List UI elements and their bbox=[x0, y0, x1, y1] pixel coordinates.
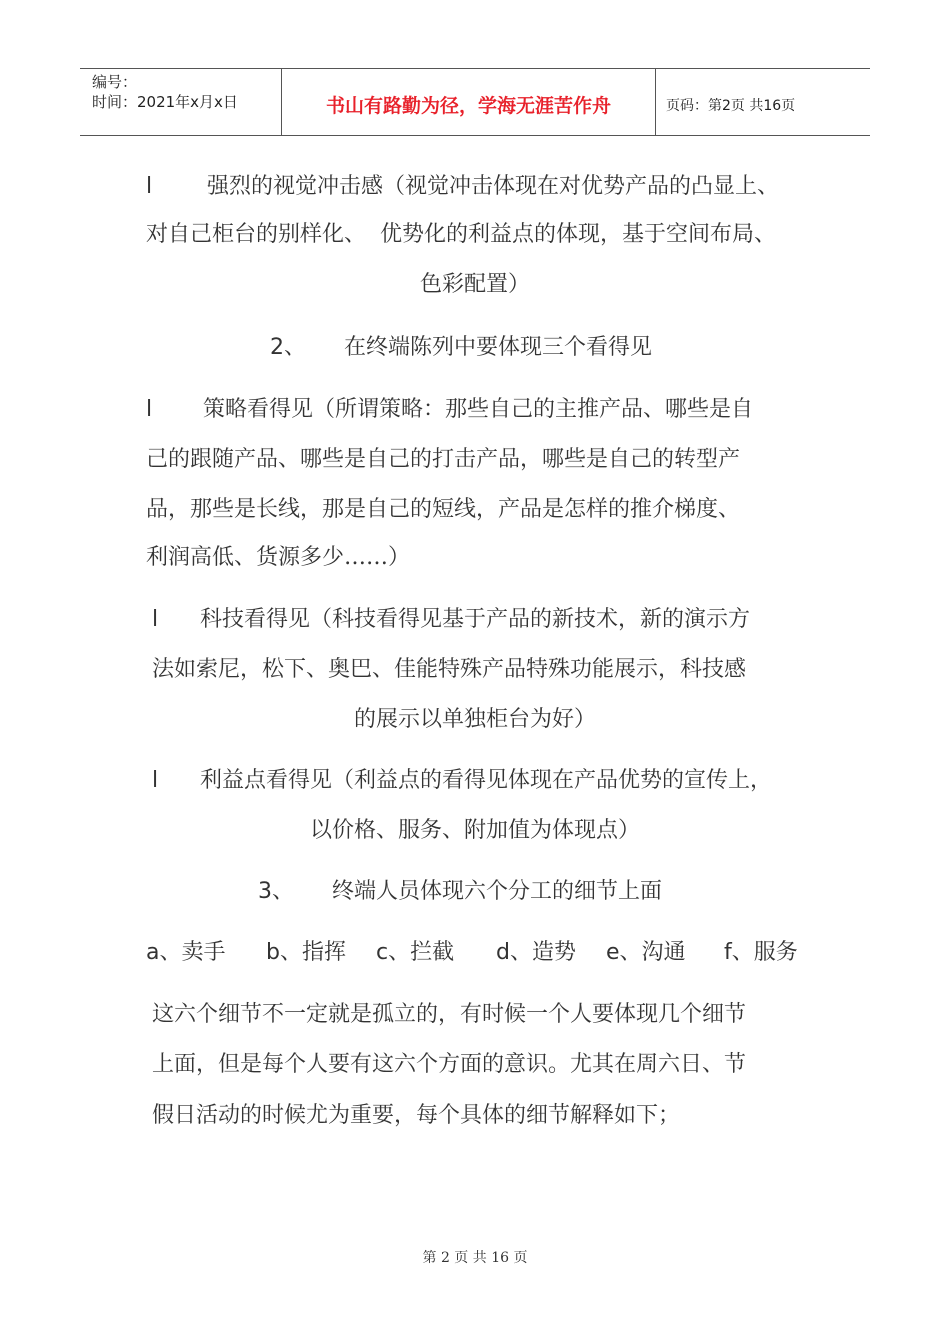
page-footer: 第 2 页 共 16 页 bbox=[422, 1250, 528, 1266]
p2-line-2: 己的跟随产品、哪些是自己的打击产品，哪些是自己的转型产 bbox=[146, 447, 741, 472]
section-3-title: 终端人员体现六个分工的细节上面 bbox=[332, 879, 663, 904]
option-a bbox=[146, 938, 266, 968]
option-c bbox=[376, 938, 496, 968]
bullet-2: l bbox=[146, 397, 153, 422]
header-motto-cell bbox=[282, 69, 656, 135]
time-label: 时间：2021年x月x日 bbox=[92, 93, 238, 111]
section-3-number: 3、 bbox=[258, 879, 294, 904]
p4-line-2: 以价格、服务、附加值为体现点） bbox=[309, 818, 640, 843]
option-e-letter: e bbox=[606, 940, 620, 965]
option-a-letter: a bbox=[146, 940, 160, 965]
motto: 书山有路勤为径，学海无涯苦作舟 bbox=[325, 95, 611, 117]
option-c-text: 、拦截 bbox=[388, 940, 455, 965]
p4-line-1: 利益点看得见（利益点的看得见体现在产品优势的宣传上， bbox=[200, 768, 773, 793]
bullet-1: l bbox=[146, 174, 153, 199]
option-e-text: 、沟通 bbox=[619, 940, 686, 965]
bullet-3: l bbox=[152, 607, 159, 632]
option-c-letter: c bbox=[376, 940, 389, 965]
number-label: 编号： bbox=[92, 73, 138, 91]
p1-line-2: 对自己柜台的别样化、 优势化的利益点的体现，基于空间布局、 bbox=[146, 222, 776, 247]
option-e bbox=[606, 938, 724, 968]
option-d-text: 、造势 bbox=[509, 940, 576, 965]
page-info: 页码：第2页 共16页 bbox=[666, 98, 796, 114]
header-page-cell bbox=[656, 69, 870, 135]
section-2-number: 2、 bbox=[270, 335, 306, 360]
option-f-text: 、服务 bbox=[731, 940, 798, 965]
p1-line-1: 强烈的视觉冲击感（视觉冲击体现在对优势产品的凸显上、 bbox=[207, 174, 780, 199]
document-header bbox=[80, 68, 870, 136]
p3-line-2: 法如索尼，松下、奥巴、佳能特殊产品特殊功能展示，科技感 bbox=[152, 657, 747, 682]
p2-line-3: 品，那些是长线，那是自己的短线，产品是怎样的推介梯度、 bbox=[146, 497, 741, 522]
p2-line-1: 策略看得见（所谓策略：那些自己的主推产品、哪些是自 bbox=[203, 397, 754, 422]
p3-line-1: 科技看得见（科技看得见基于产品的新技术，新的演示方 bbox=[200, 607, 751, 632]
option-a-text: 、卖手 bbox=[159, 940, 226, 965]
p5-line-3: 假日活动的时候尤为重要，每个具体的细节解释如下； bbox=[152, 1103, 681, 1128]
option-b bbox=[266, 938, 376, 968]
option-b-text: 、指挥 bbox=[279, 940, 346, 965]
option-b-letter: b bbox=[266, 940, 280, 965]
option-d bbox=[496, 938, 606, 968]
p5-line-1: 这六个细节不一定就是孤立的，有时候一个人要体现几个细节 bbox=[152, 1002, 747, 1027]
p2-line-4: 利润高低、货源多少……） bbox=[146, 545, 411, 570]
option-d-letter: d bbox=[496, 940, 510, 965]
p1-line-3: 色彩配置） bbox=[419, 272, 530, 297]
p3-line-3: 的展示以单独柜台为好） bbox=[353, 707, 596, 732]
option-f-letter: f bbox=[724, 940, 732, 965]
option-f bbox=[724, 938, 798, 968]
division-options bbox=[146, 938, 798, 968]
header-meta-cell bbox=[80, 69, 282, 135]
p5-line-2: 上面，但是每个人要有这六个方面的意识。尤其在周六日、节 bbox=[152, 1052, 747, 1077]
section-2-title: 在终端陈列中要体现三个看得见 bbox=[344, 335, 653, 360]
bullet-4: l bbox=[152, 768, 159, 793]
